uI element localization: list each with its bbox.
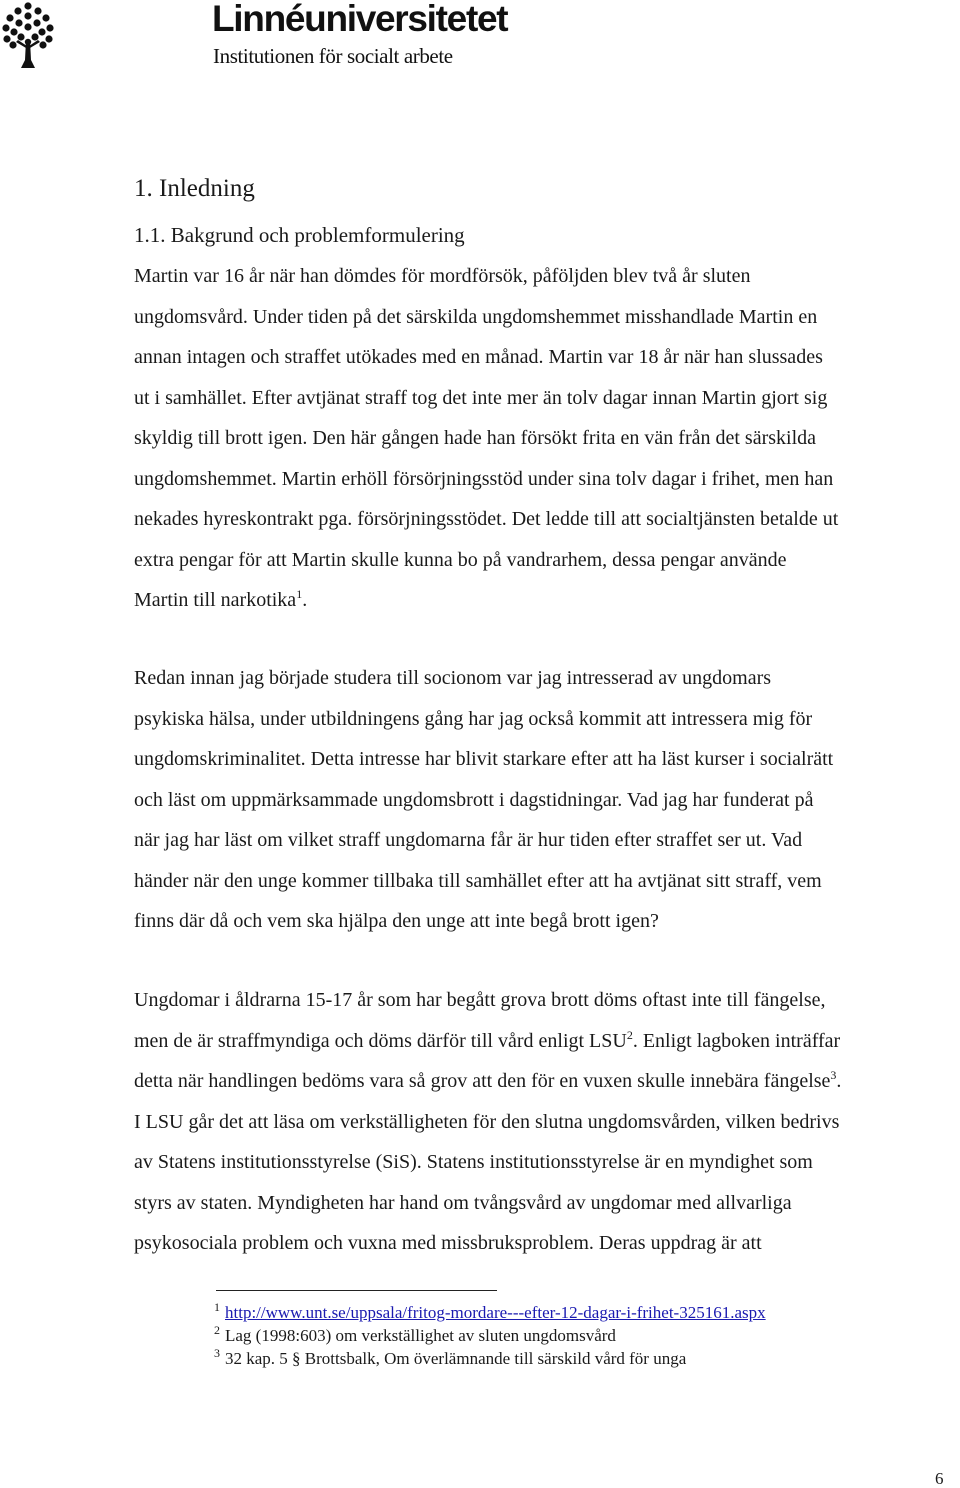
footnote-number: 1 <box>214 1300 220 1314</box>
paragraph-3-part-2: . Enligt lagboken inträffar detta när handlingen bedöms vara så grov att den för en vuxen skulle innebära fängelse <box>134 1029 841 1092</box>
footnote-number: 3 <box>214 1346 220 1360</box>
paragraph-1-tail: . <box>302 589 308 611</box>
paragraph-1-text: Martin var 16 år när han dömdes för mordförsök, påföljden blev två år sluten ungdomsvård. Under tiden på det särskilda ungdomshemmet misshandlade Martin en annan intagen och straffet utökades med en månad. Martin var 18 år när han slussades ut i samhället. Efter avtjänat straff tog det inte mer än tolv dagar innan Martin gjort sig skyldig till brott igen. Den här gången hade han försökt frita en vän från det särskilda ungdomshemmet. Martin erhöll försörjningsstöd under sina tolv dagar i frihet, men han nekades hyreskontrakt pga. försörjningsstödet. Det ledde till att socialtjänsten betalde ut extra pengar för att Martin skulle kunna bo på vandrarhem, dessa pengar använde Martin till narkotika <box>134 265 839 611</box>
paragraph-2 <box>134 658 960 942</box>
paragraph-3-part-1: Ungdomar i åldrarna 15-17 år som har begått grova brott döms oftast inte till fängelse, men de är straffmyndiga och döms därför till vård enligt LSU <box>134 989 826 1052</box>
footnote-ref-3[interactable]: 3 <box>830 1068 837 1082</box>
paragraph-3 <box>134 980 960 1264</box>
footnote-text: Lag (1998:603) om verkställighet av sluten ungdomsvård <box>225 1326 616 1345</box>
paragraph-3-part-3: . I LSU går det att läsa om verkställigheten för den slutna ungdomsvården, vilken bedrivs av Statens institutionsstyrelse (SiS). Statens institutionsstyrelse är en myndighet som styrs av staten. Myndigheten har hand om tvångsvård av ungdomar med allvarliga psykosociala problem och vuxna med missbruksproblem. Deras uppdrag är att <box>134 1070 842 1254</box>
footnote-divider <box>216 1290 497 1291</box>
footnote-1 <box>214 1300 766 1323</box>
department-name: Institutionen för socialt arbete <box>213 44 453 68</box>
page-number: 6 <box>935 1469 944 1488</box>
footnote-ref-1[interactable]: 1 <box>296 587 303 601</box>
subsection-heading: 1.1. Bakgrund och problemformulering <box>134 223 465 247</box>
tree-logo-icon <box>2 2 54 70</box>
footnote-ref-2[interactable]: 2 <box>626 1027 633 1042</box>
paragraph-1 <box>134 256 960 621</box>
footnote-3 <box>214 1346 686 1369</box>
footnote-link[interactable]: http://www.unt.se/uppsala/fritog-mordare---efter-12-dagar-i-frihet-325161.aspx <box>225 1303 766 1322</box>
footnote-2 <box>214 1323 616 1346</box>
footnote-text: 32 kap. 5 § Brottsbalk, Om överlämnande till särskild vård för unga <box>225 1349 687 1368</box>
university-logo <box>0 0 600 72</box>
university-name: Linnéuniversitetet <box>212 0 508 39</box>
footnote-number: 2 <box>214 1323 220 1337</box>
paragraph-2-text: Redan innan jag började studera till socionom var jag intresserad av ungdomars psykiska hälsa, under utbildningens gång har jag också kommit att intressera mig för ungdomskriminalitet. Detta intresse har blivit starkare efter att ha läst kurser i socialrätt och läst om uppmärksammade ungdomsbrott i dagstidningar. Vad jag har funderat på när jag har läst om vilket straff ungdomarna får är hur tiden efter straffet ser ut. Vad händer när den unge kommer tillbaka till samhället efter att ha avtjänat sitt straff, vem finns där då och vem ska hjälpa den unge att inte begå brott igen? <box>134 667 834 932</box>
section-heading: 1. Inledning <box>134 175 255 202</box>
